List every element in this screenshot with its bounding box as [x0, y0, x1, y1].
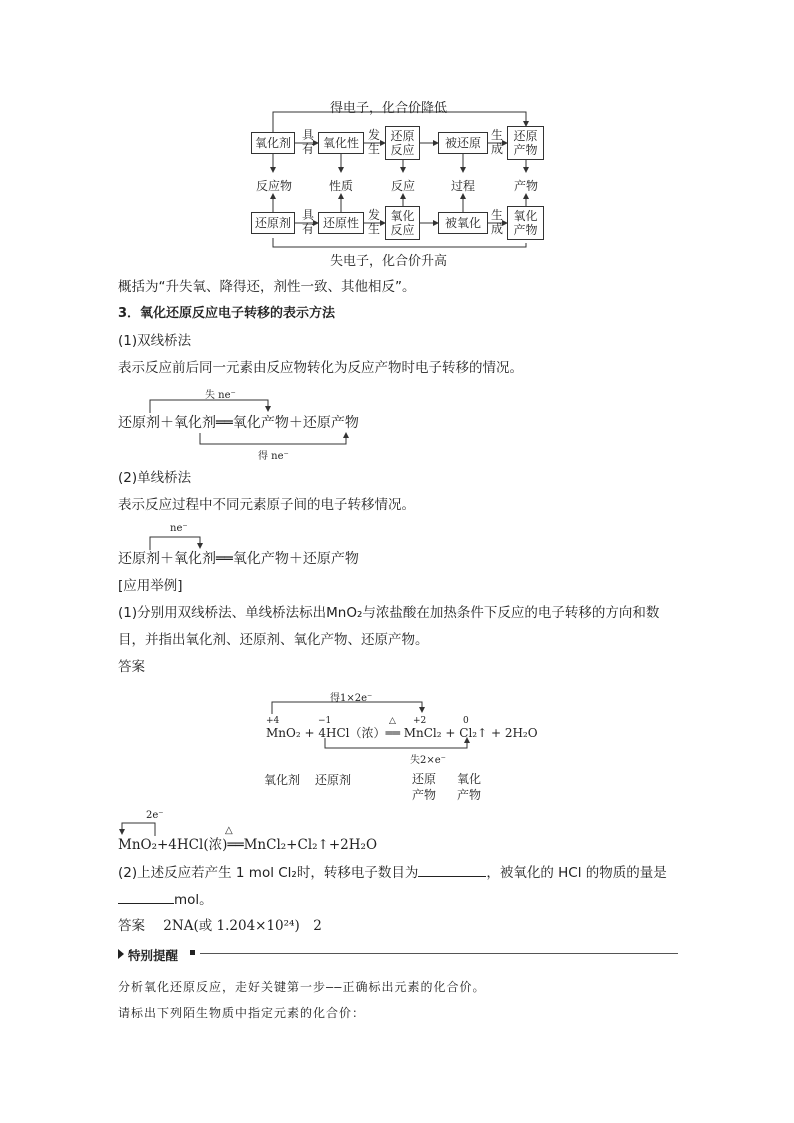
- label-reactant: 反应物: [256, 179, 293, 193]
- q1-answer-label: 答案: [118, 659, 145, 675]
- ox-state-mn-plus2: +2: [413, 716, 427, 726]
- q1-equation: MnO₂ + 4HCl（浓）══ MnCl₂ + Cl₂↑ + 2H₂O: [266, 726, 538, 740]
- double-bridge-arrows: [0, 0, 794, 470]
- single-bridge-title: (2)单线桥法: [118, 470, 192, 486]
- q2-line2-text: mol。: [174, 892, 213, 908]
- tip-title: 特别提醒: [128, 948, 179, 963]
- q1-gain-label: 得1×2e⁻: [330, 693, 373, 704]
- verb-generate-bottom: 生成: [490, 208, 503, 236]
- label-reaction: 反应: [391, 179, 416, 193]
- role-reductant: 还原剂: [315, 773, 352, 787]
- single-bridge-equation: 还原剂＋氧化剂══氧化产物＋还原产物: [118, 551, 359, 567]
- box-reduction-reaction: 还原反应: [385, 126, 420, 160]
- q1-single-label: 2e⁻: [146, 810, 164, 821]
- ox-state-mn: +4: [266, 716, 280, 726]
- tip-line2: 请标出下列陌生物质中指定元素的化合价：: [118, 1006, 366, 1020]
- double-bridge-top-label: 失 ne⁻: [205, 390, 236, 401]
- box-reducing-property: 还原性: [318, 212, 364, 234]
- label-process: 过程: [451, 179, 476, 193]
- q1-single-heat: △: [225, 825, 233, 836]
- label-property: 性质: [329, 179, 354, 193]
- box-oxidation-reaction: 氧化反应: [385, 206, 420, 240]
- role-oxidation-product: 氧化产物: [457, 772, 482, 802]
- box-is-reduced: 被还原: [438, 132, 488, 154]
- box-reductant: 还原剂: [251, 212, 295, 234]
- single-bridge-desc: 表示反应过程中不同元素原子间的电子转移情况。: [118, 497, 415, 513]
- q2-blank-2[interactable]: [118, 889, 174, 904]
- box-oxidant: 氧化剂: [251, 132, 295, 154]
- role-oxidant: 氧化剂: [264, 773, 301, 787]
- q2-line2: [118, 889, 213, 910]
- tip-arrow-icon: [118, 949, 124, 959]
- q2-line1: [118, 862, 667, 883]
- q2-line1-b: ，被氧化的 HCl 的物质的量是: [486, 865, 667, 881]
- heat-symbol: △: [389, 716, 396, 726]
- verb-undergo-top: 发生: [367, 128, 380, 156]
- box-oxidation-product: 氧化产物: [507, 206, 544, 240]
- single-bridge-label: ne⁻: [170, 523, 188, 534]
- q2-answer-value: 2NA(或 1.204×10²⁴) 2: [163, 918, 322, 934]
- verb-has-bottom: 具有: [301, 208, 314, 236]
- diagram-bottom-label: 失电子，化合价升高: [330, 254, 448, 269]
- ox-state-cl-minus: −1: [318, 716, 332, 726]
- box-reduction-product: 还原产物: [507, 126, 544, 160]
- label-product: 产物: [514, 179, 539, 193]
- example-title: [应用举例]: [118, 578, 183, 594]
- verb-undergo-bottom: 发生: [367, 208, 380, 236]
- q2-blank-1[interactable]: [418, 862, 486, 877]
- tip-square-icon: [190, 950, 195, 955]
- box-is-oxidized: 被氧化: [438, 212, 488, 234]
- q1-lose-label: 失2×e⁻: [410, 755, 446, 766]
- q1-line1: (1)分别用双线桥法、单线桥法标出MnO₂与浓盐酸在加热条件下反应的电子转移的方向和数: [118, 605, 660, 621]
- double-bridge-desc: 表示反应前后同一元素由反应物转化为反应产物时电子转移的情况。: [118, 360, 523, 376]
- summary-text: 概括为“升失氧、降得还，剂性一致、其他相反”。: [118, 279, 416, 295]
- box-oxidizing-property: 氧化性: [318, 132, 364, 154]
- q1-single-equation: MnO₂+4HCl(浓)══MnCl₂+Cl₂↑+2H₂O: [118, 837, 378, 853]
- diagram-top-label: 得电子，化合价降低: [330, 101, 448, 116]
- double-bridge-equation: 还原剂＋氧化剂══氧化产物＋还原产物: [118, 415, 359, 431]
- verb-generate-top: 生成: [490, 128, 503, 156]
- q2-answer: [118, 916, 322, 936]
- double-bridge-bottom-label: 得 ne⁻: [258, 451, 289, 462]
- section3-title: 3．氧化还原反应电子转移的表示方法: [118, 306, 336, 321]
- q1-line2: 目，并指出氧化剂、还原剂、氧化产物、还原产物。: [118, 632, 429, 648]
- double-bridge-title: (1)双线桥法: [118, 333, 192, 349]
- role-reduction-product: 还原产物: [412, 772, 437, 802]
- tip-divider: [200, 953, 678, 954]
- tip-line1: 分析氧化还原反应，走好关键第一步——正确标出元素的化合价。: [118, 980, 486, 994]
- q2-answer-label: 答案: [118, 918, 145, 934]
- q2-line1-a: (2)上述反应若产生 1 mol Cl₂时，转移电子数目为: [118, 865, 419, 881]
- tip-header: [118, 946, 678, 962]
- ox-state-cl-zero: 0: [463, 716, 469, 726]
- verb-has-top: 具有: [301, 128, 314, 156]
